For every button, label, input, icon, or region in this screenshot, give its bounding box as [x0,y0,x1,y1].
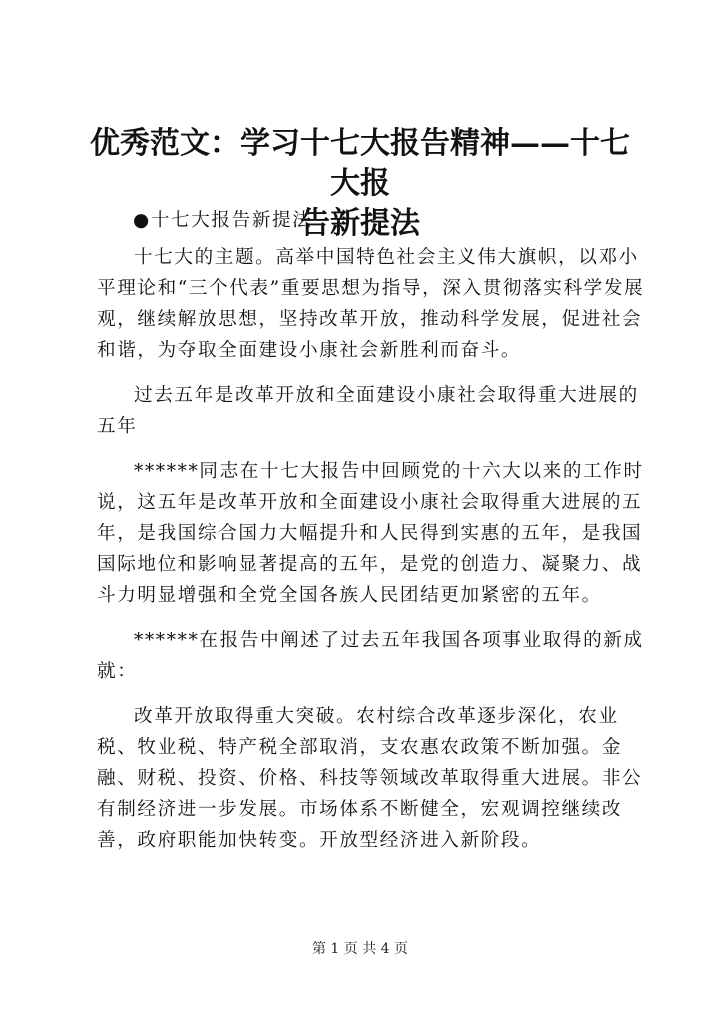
paragraph: ******同志在十七大报告中回顾党的十六大以来的工作时说，这五年是改革开放和全面建设小康社会取得重大进展的五年，是我国综合国力大幅提升和人民得到实惠的五年，是我国国际地位和影响显著提高的五年，是党的创造力、凝聚力、战斗力明显增强和全党全国各族人民团结更加紧密的五年。 [97,461,644,606]
paragraph: ******在报告中阐述了过去五年我国各项事业取得的新成就： [97,630,644,682]
paragraph: 过去五年是改革开放和全面建设小康社会取得重大进展的五年 [97,385,639,437]
title-line-2: 告新提法 [300,206,420,241]
section-heading: ●十七大报告新提法 [133,210,313,231]
paragraph: 十七大的主题。高举中国特色社会主义伟大旗帜，以邓小平理论和“三个代表”重要思想为指导，深入贯彻落实科学发展观，继续解放思想，坚持改革开放，推动科学发展，促进社会和谐，为夺取全面建设小康社会新胜利而奋斗。 [97,247,645,361]
document-body [97,205,645,870]
title-line-1: 优秀范文：学习十七大报告精神——十七大报 [90,126,630,201]
page-footer: 第 1 页 共 4 页 [311,941,409,957]
paragraph: 改革开放取得重大突破。农村综合改革逐步深化，农业税、牧业税、特产税全部取消，支农惠农政策不断加强。金融、财税、投资、价格、科技等领域改革取得重大进展。非公有制经济进一步发展。市场体系不断健全，宏观调控继续改善，政府职能加快转变。开放型经济进入新阶段。 [97,706,643,851]
